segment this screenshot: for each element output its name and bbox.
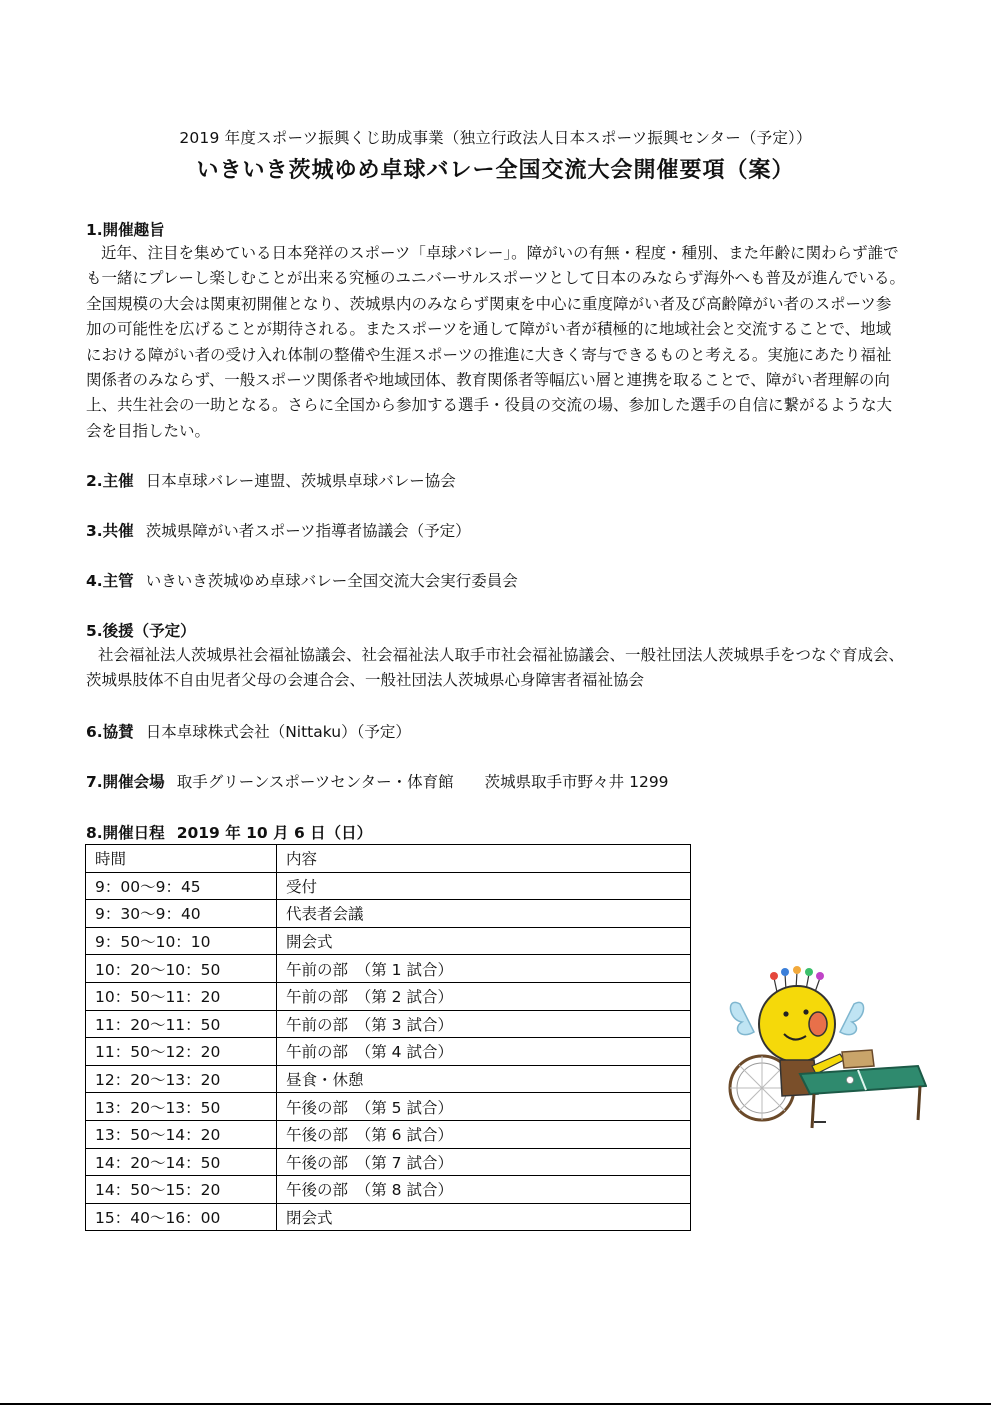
schedule-header-content: 内容	[277, 845, 691, 873]
schedule-content: 午後の部 （第 7 試合）	[277, 1148, 691, 1176]
schedule-content: 午前の部 （第 3 試合）	[277, 1010, 691, 1038]
schedule-time: 11：20〜11：50	[86, 1010, 277, 1038]
schedule-table	[85, 844, 691, 1231]
section-organizer-value: 日本卓球バレー連盟、茨城県卓球バレー協会	[145, 472, 456, 490]
table-row	[86, 982, 691, 1010]
schedule-time: 10：20〜10：50	[86, 955, 277, 983]
schedule-time: 15：40〜16：00	[86, 1203, 277, 1231]
section-venue-heading: 7.開催会場	[86, 773, 165, 791]
mascot-left-wing	[730, 1002, 754, 1034]
section-management	[86, 569, 518, 591]
table-row	[86, 1093, 691, 1121]
section-cohost-heading: 3.共催	[86, 522, 134, 540]
section-date-value: 2019 年 10 月 6 日（日）	[176, 824, 373, 842]
section-organizer	[86, 469, 456, 491]
section-purpose-heading: 1.開催趣旨	[86, 221, 165, 239]
section-cohost	[86, 519, 471, 541]
table-row	[86, 927, 691, 955]
schedule-content: 午後の部 （第 5 試合）	[277, 1093, 691, 1121]
table-row	[86, 1010, 691, 1038]
section-venue-value: 取手グリーンスポーツセンター・体育館 茨城県取手市野々井 1299	[176, 773, 669, 791]
section-purpose-body: 近年、注目を集めている日本発祥のスポーツ「卓球バレー」。障がいの有無・程度・種別、また年齢に関わらず誰でも一緒にプレーし楽しむことが出来る究極のユニバーサルスポーツとして日本のみならず海外へも普及が進んでいる。全国規模の大会は関東初開催となり、茨城県内のみならず関東を中心に重度障がい者及び高齢障がい者のスポーツ参加の可能性を広げることが期待される。またスポーツを通して障がい者が積極的に地域社会と交流することで、地域における障がい者の受け入れ体制の整備や生涯スポーツの推進に大きく寄与できるものと考える。実施にあたり福祉関係者のみならず、一般スポーツ関係者や地域団体、教育関係者等幅広い層と連携を取ることで、障がい者理解の向上、共生社会の一助となる。さらに全国から参加する選手・役員の交流の場、参加した選手の自信に繋がるような大会を目指したい。	[86, 244, 906, 440]
schedule-time: 9：30〜9：40	[86, 900, 277, 928]
schedule-content: 午前の部 （第 4 試合）	[277, 1038, 691, 1066]
section-management-heading: 4.主管	[86, 572, 134, 590]
section-management-value: いきいき茨城ゆめ卓球バレー全国交流大会実行委員会	[145, 572, 518, 590]
schedule-content: 午前の部 （第 1 試合）	[277, 955, 691, 983]
section-support-heading: 5.後援（予定）	[86, 622, 196, 640]
section-organizer-heading: 2.主催	[86, 472, 134, 490]
table-row	[86, 1148, 691, 1176]
section-sponsor-value: 日本卓球株式会社（Nittaku）（予定）	[145, 723, 411, 741]
section-cohost-value: 茨城県障がい者スポーツ指導者協議会（予定）	[145, 522, 471, 540]
table-row	[86, 1038, 691, 1066]
schedule-content: 閉会式	[277, 1203, 691, 1231]
schedule-time: 13：20〜13：50	[86, 1093, 277, 1121]
table-row	[86, 900, 691, 928]
schedule-time: 14：50〜15：20	[86, 1176, 277, 1204]
schedule-content: 午前の部 （第 2 試合）	[277, 982, 691, 1010]
section-date	[86, 821, 372, 843]
bottom-border-line	[0, 1403, 991, 1405]
table-row	[86, 1203, 691, 1231]
table-row	[86, 872, 691, 900]
schedule-time: 9：50〜10：10	[86, 927, 277, 955]
ping-pong-ball	[847, 1077, 854, 1084]
section-sponsor	[86, 720, 411, 742]
schedule-time: 14：20〜14：50	[86, 1148, 277, 1176]
schedule-content: 代表者会議	[277, 900, 691, 928]
mascot-right-wing	[840, 1002, 864, 1034]
event-subtitle: 2019 年度スポーツ振興くじ助成事業（独立行政法人日本スポーツ振興センター（予定））	[179, 129, 812, 147]
schedule-header-row	[86, 845, 691, 873]
schedule-time: 9：00〜9：45	[86, 872, 277, 900]
schedule-header-time: 時間	[86, 845, 277, 873]
section-date-heading: 8.開催日程	[86, 824, 165, 842]
table-row	[86, 1176, 691, 1204]
table-row	[86, 1120, 691, 1148]
mascot-illustration	[722, 962, 927, 1132]
schedule-content: 受付	[277, 872, 691, 900]
table-row	[86, 1065, 691, 1093]
schedule-content: 開会式	[277, 927, 691, 955]
table-row	[86, 955, 691, 983]
schedule-content: 午後の部 （第 8 試合）	[277, 1176, 691, 1204]
section-sponsor-heading: 6.協賛	[86, 723, 134, 741]
schedule-time: 12：20〜13：20	[86, 1065, 277, 1093]
schedule-content: 午後の部 （第 6 試合）	[277, 1120, 691, 1148]
schedule-time: 11：50〜12：20	[86, 1038, 277, 1066]
section-support-body: 社会福祉法人茨城県社会福祉協議会、社会福祉法人取手市社会福祉協議会、一般社団法人茨城県手をつなぐ育成会、茨城県肢体不自由児者父母の会連合会、一般社団法人茨城県心身障害者福祉協会	[86, 646, 905, 689]
schedule-time: 13：50〜14：20	[86, 1120, 277, 1148]
event-title: いきいき茨城ゆめ卓球バレー全国交流大会開催要項（案）	[196, 158, 795, 183]
section-venue	[86, 770, 669, 792]
schedule-content: 昼食・休憩	[277, 1065, 691, 1093]
schedule-time: 10：50〜11：20	[86, 982, 277, 1010]
